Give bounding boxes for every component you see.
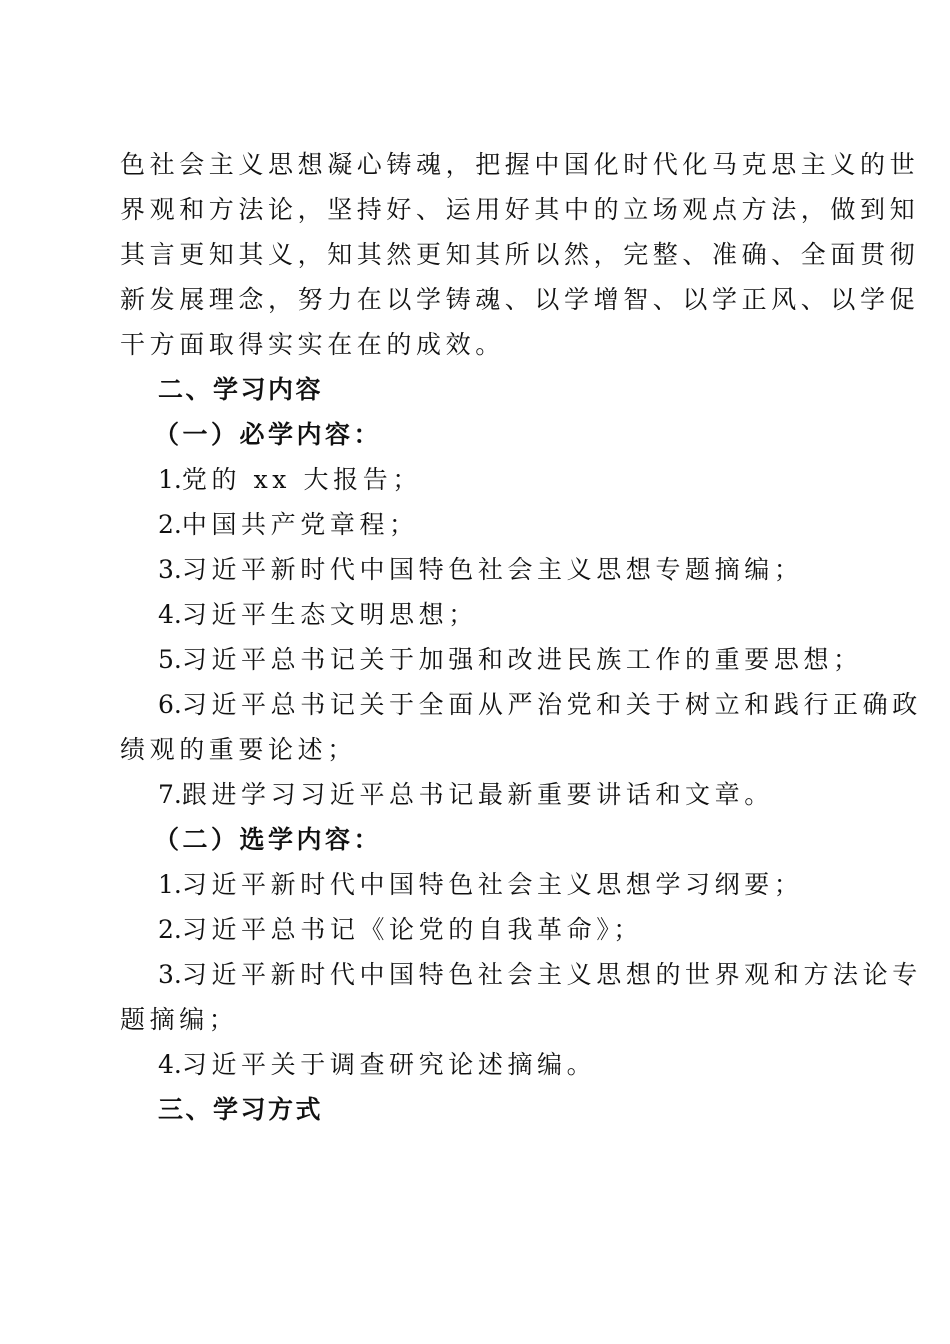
item-number: 3. — [158, 960, 182, 989]
item-text: 习近平新时代中国特色社会主义思想专题摘编； — [181, 555, 804, 584]
optional-item — [120, 1042, 826, 1087]
item-number: 1. — [158, 465, 182, 494]
item-number: 6. — [158, 690, 182, 719]
required-item — [120, 457, 826, 502]
required-item — [120, 682, 922, 727]
item-number: 5. — [158, 645, 182, 674]
section-heading-method: 三、学习方式 — [158, 1095, 324, 1124]
item-text: 党的 xx 大报告； — [181, 465, 422, 494]
intro-line: 色社会主义思想凝心铸魂，把握中国化时代化马克思主义的世 — [120, 150, 920, 179]
required-item — [120, 502, 826, 547]
document-body — [120, 142, 922, 1132]
item-number: 4. — [158, 1050, 182, 1079]
item-number: 3. — [158, 555, 182, 584]
intro-line: 其言更知其义，知其然更知其所以然，完整、准确、全面贯彻 — [120, 240, 920, 269]
item-number: 4. — [158, 600, 182, 629]
optional-item — [120, 907, 826, 952]
item-number: 2. — [158, 915, 182, 944]
intro-line: 干方面取得实实在在的成效。 — [120, 330, 505, 359]
required-item — [120, 637, 863, 682]
required-item — [120, 547, 826, 592]
item-text: 习近平生态文明思想； — [181, 600, 478, 629]
item-text: 中国共产党章程； — [181, 510, 419, 539]
subsection-heading-optional: （二）选学内容： — [154, 825, 383, 854]
item-text: 习近平新时代中国特色社会主义思想的世界观和方法论专 — [181, 960, 922, 989]
item-number: 1. — [158, 870, 182, 899]
item-text: 习近平总书记《论党的自我革命》； — [181, 915, 643, 944]
item-number: 7. — [158, 780, 182, 809]
required-item — [120, 772, 826, 817]
item-text: 跟进学习习近平总书记最新重要讲话和文章。 — [181, 780, 774, 809]
required-item-continuation: 绩观的重要论述； — [120, 735, 357, 764]
section-heading-content: 二、学习内容 — [158, 375, 324, 404]
item-text: 习近平总书记关于全面从严治党和关于树立和践行正确政 — [181, 690, 922, 719]
item-number: 2. — [158, 510, 182, 539]
item-text: 习近平关于调查研究论述摘编。 — [181, 1050, 597, 1079]
optional-item — [120, 862, 826, 907]
intro-line: 界观和方法论，坚持好、运用好其中的立场观点方法，做到知 — [120, 195, 920, 224]
subsection-heading-required: （一）必学内容： — [154, 420, 383, 449]
optional-item — [120, 952, 922, 997]
item-text: 习近平总书记关于加强和改进民族工作的重要思想； — [181, 645, 863, 674]
item-text: 习近平新时代中国特色社会主义思想学习纲要； — [181, 870, 804, 899]
optional-item-continuation: 题摘编； — [120, 1005, 239, 1034]
required-item — [120, 592, 826, 637]
intro-line: 新发展理念，努力在以学铸魂、以学增智、以学正风、以学促 — [120, 285, 920, 314]
